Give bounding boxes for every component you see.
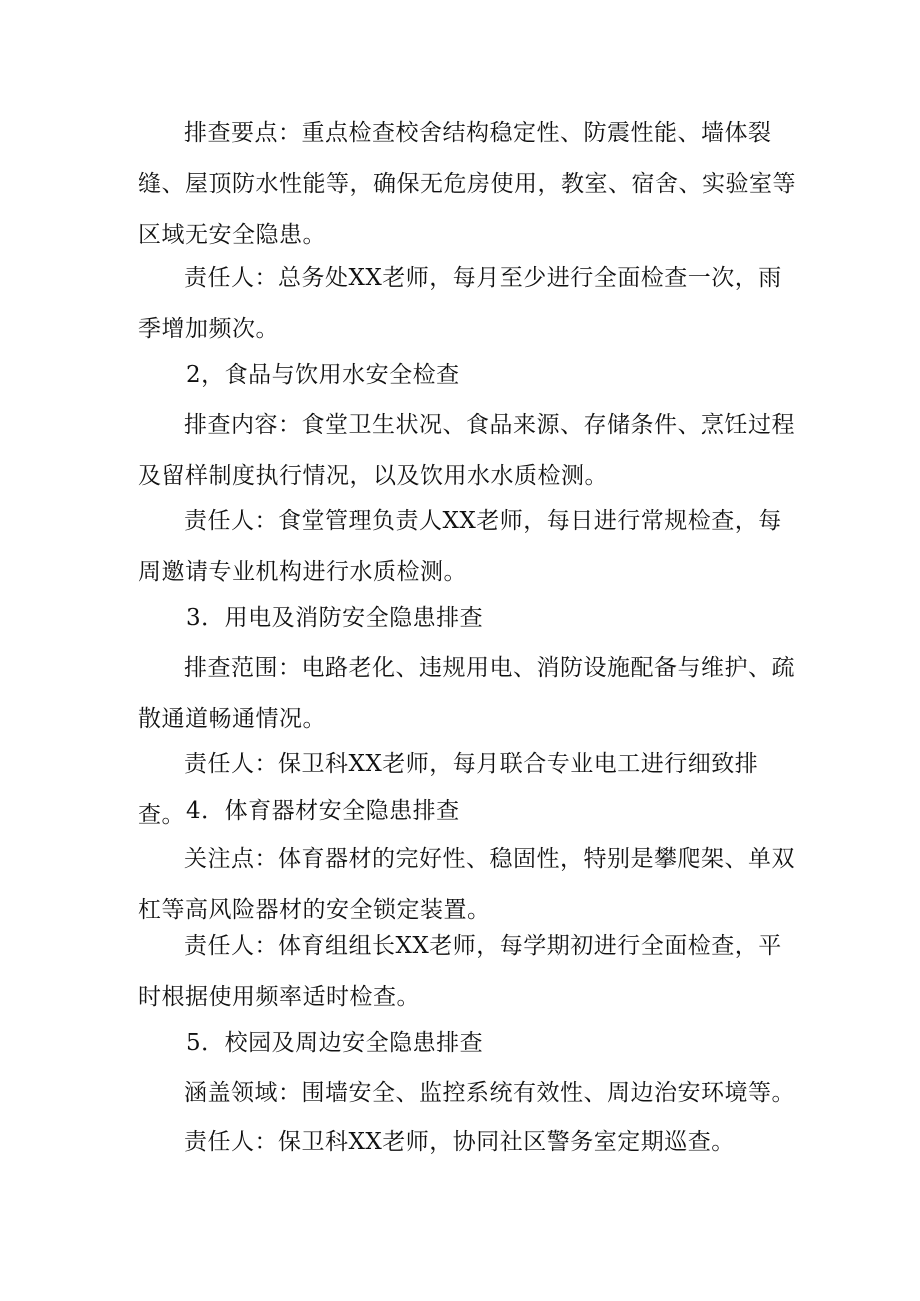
paragraph-responsible-security-electric: 责任人：保卫科XX老师，每月联合专业电工进行细致排查。: [138, 751, 759, 828]
heading-food-water-safety: 2，食品与饮用水安全检查: [186, 362, 460, 388]
paragraph-campus-coverage: 涵盖领域：围墙安全、监控系统有效性、周边治安环境等。: [184, 1080, 795, 1106]
paragraph-responsible-sports-group: 责任人：体育组组长XX老师，每学期初进行全面检查，平时根据使用频率适时检查。: [138, 933, 782, 1010]
paragraph-inspection-points: 排查要点：重点检查校舍结构稳定性、防震性能、墙体裂缝、屋顶防水性能等，确保无危房使用，教室、宿舍、实验室等区域无安全隐患。: [138, 120, 796, 248]
heading-electricity-fire-safety: 3．用电及消防安全隐患排查: [186, 605, 484, 631]
paragraph-responsible-general-affairs: 责任人：总务处XX老师，每月至少进行全面检查一次，雨季增加频次。: [138, 265, 782, 342]
paragraph-responsible-canteen: 责任人：食堂管理负责人XX老师，每日进行常规检查，每周邀请专业机构进行水质检测。: [138, 508, 782, 585]
paragraph-sports-focus-points: 关注点：体育器材的完好性、稳固性，特别是攀爬架、单双杠等高风险器材的安全锁定装置。: [138, 846, 795, 923]
paragraph-responsible-security-patrol: 责任人：保卫科XX老师，协同社区警务室定期巡查。: [184, 1129, 735, 1155]
paragraph-food-inspection-content: 排查内容：食堂卫生状况、食品来源、存储条件、烹饪过程及留样制度执行情况，以及饮用水水质检测。: [138, 412, 795, 489]
heading-sports-equipment-safety: 4．体育器材安全隐患排查: [186, 798, 460, 824]
paragraph-electricity-inspection-scope: 排查范围：电路老化、违规用电、消防设施配备与维护、疏散通道畅通情况。: [138, 655, 795, 732]
heading-campus-surroundings-safety: 5．校园及周边安全隐患排查: [186, 1030, 484, 1056]
